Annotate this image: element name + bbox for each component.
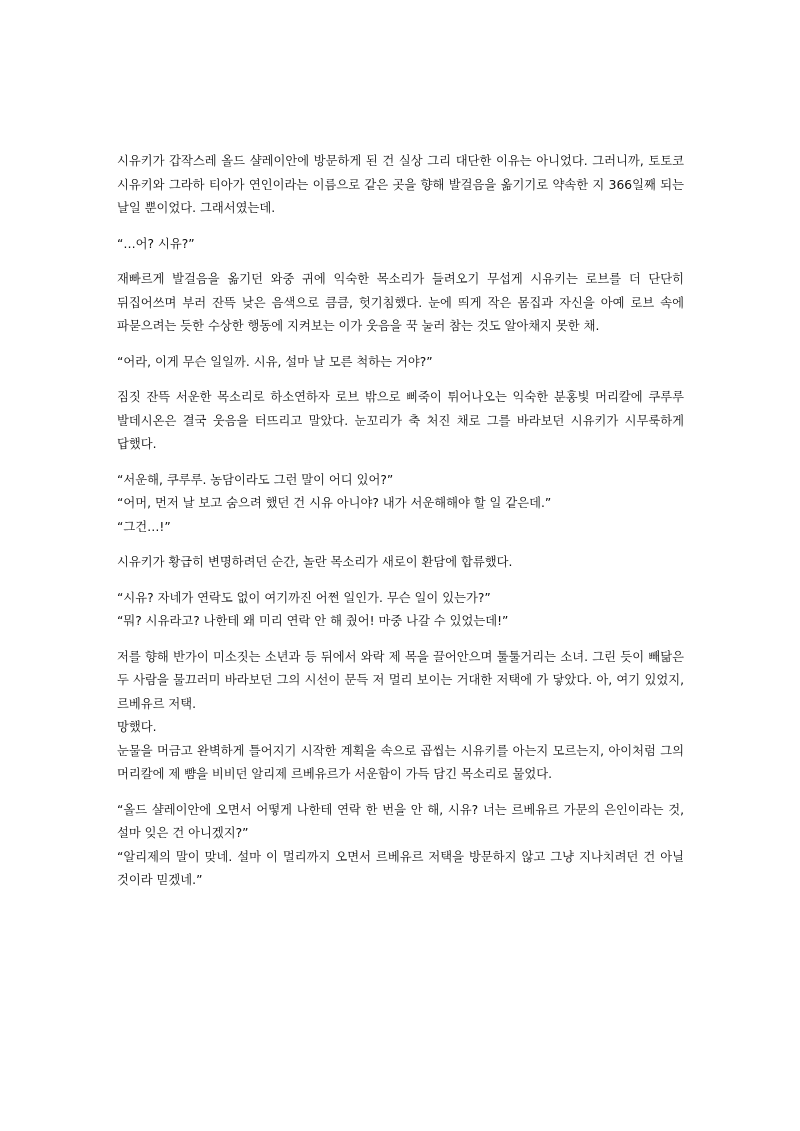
paragraph-14: 눈물을 머금고 완벽하게 틀어지기 시작한 계획을 속으로 곱씹는 시유키를 아는지 모르는지, 아이처럼 그의 머리칼에 제 뺨을 비비던 알리제 르베유르가 서운함이 가득 담긴 목소리로 물었다. [117,743,684,781]
paragraph-11: “뭐? 시유라고? 나한테 왜 미리 연락 안 해 줬어! 마중 나갈 수 있었는데!” [117,614,509,628]
paragraph-3: 재빠르게 발걸음을 옮기던 와중 귀에 익숙한 목소리가 들려오기 무섭게 시유키는 로브를 더 단단히 뒤집어쓰며 부러 잔뜩 낮은 음색으로 큼큼, 헛기침했다. 눈에 띄게 작은 몸집과 자신을 아예 로브 속에 파묻으려는 듯한 수상한 행동에 지켜보는 이가 웃음을 꾹 눌러 참는 것도 알아채지 못한 채. [117,272,684,333]
paragraph-4: “어라, 이게 무슨 일일까. 시유, 설마 날 모른 척하는 거야?” [117,354,433,369]
paragraph-9: 시유키가 황급히 변명하려던 순간, 놀란 목소리가 새로이 환담에 합류했다. [117,555,513,569]
paragraph-1: 시유키가 갑작스레 올드 샬레이안에 방문하게 된 건 실상 그리 대단한 이유는 아니었다. 그러니까, 토토코 시유키와 그라하 티아가 연인이라는 이름으로 같은 곳을 향해 발걸음을 옮기기로 약속한 지 366일째 되는 날일 뿐이었다. 그래서였는데. [117,154,684,215]
paragraph-13: 망했다. [117,720,157,734]
paragraph-16: “알리제의 말이 맞네. 설마 이 멀리까지 오면서 르베유르 저택을 방문하지 않고 그냥 지나치려던 건 아닐 것이라 믿겠네.” [117,849,684,887]
paragraph-2: “…어? 시유?” [117,236,195,251]
paragraph-8: “그건…!” [117,519,171,534]
paragraph-15: “올드 샬레이안에 오면서 어떻게 나한테 연락 한 번을 안 해, 시유? 너는 르베유르 가문의 은인이라는 것, 설마 잊은 건 아니겠지?” [117,802,684,840]
paragraph-10: “시유? 자네가 연락도 없이 여기까진 어쩐 일인가. 무슨 일이 있는가?” [117,590,491,605]
paragraph-12: 저를 향해 반가이 미소짓는 소년과 등 뒤에서 와락 제 목을 끌어안으며 툴툴거리는 소녀. 그린 듯이 빼닮은 두 사람을 물끄러미 바라보던 그의 시선이 문득 저 멀리 보이는 거대한 저택에 가 닿았다. 아, 여기 있었지, 르베유르 저택. [117,649,684,711]
paragraph-5: 짐짓 잔뜩 서운한 목소리로 하소연하자 로브 밖으로 삐죽이 튀어나오는 익숙한 분홍빛 머리칼에 쿠루루 발데시온은 결국 웃음을 터뜨리고 말았다. 눈꼬리가 축 처진 채로 그를 바라보던 시유키가 시무룩하게 답했다. [117,390,684,451]
paragraph-6: “서운해, 쿠루루. 농담이라도 그런 말이 어디 있어?” [117,472,394,487]
paragraph-7: “어머, 먼저 날 보고 숨으려 했던 건 시유 아니야? 내가 서운해해야 할 일 같은데.” [117,496,552,510]
